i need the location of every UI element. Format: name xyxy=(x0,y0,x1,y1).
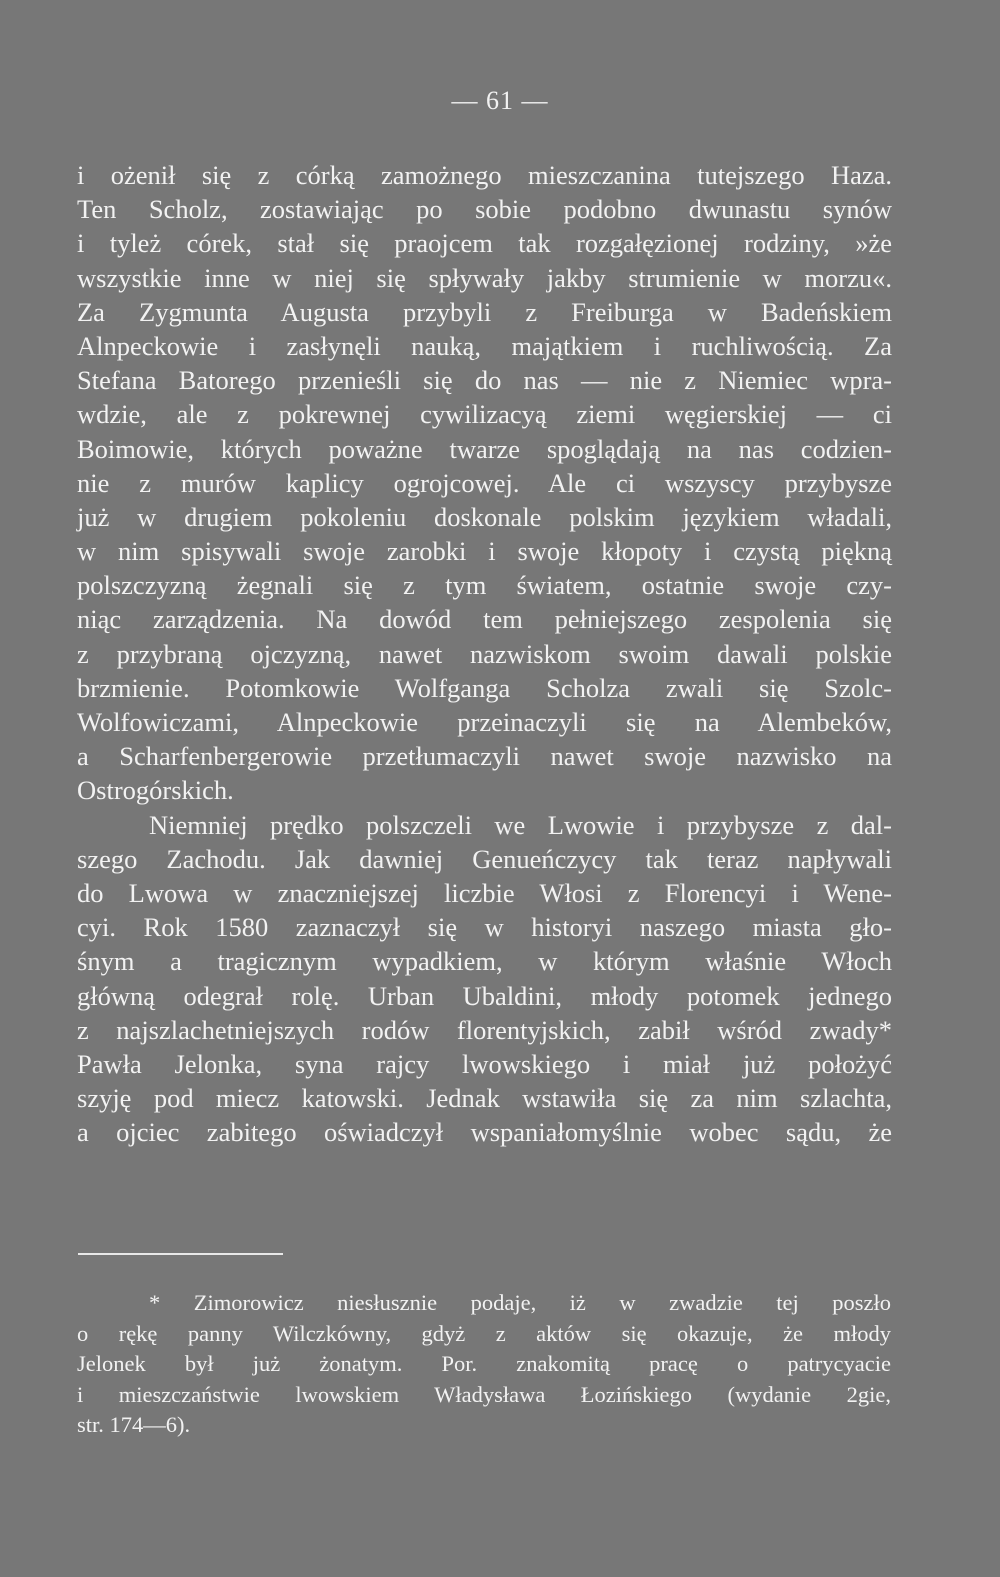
text-line: wszystkie inne w niej się spływały jakby strumienie w morzu«. xyxy=(77,262,892,293)
text-line: polszczyzną żegnali się z tym światem, ostatnie swoje czy- xyxy=(77,570,892,601)
body-text xyxy=(77,158,892,1149)
text-line: i ożenił się z córką zamożnego mieszczanina tutejszego Haza. xyxy=(77,160,892,190)
text-line: brzmienie. Potomkowie Wolfganga Scholza zwali się Szolc- xyxy=(77,672,892,703)
page-number: — 61 — xyxy=(451,86,549,115)
text-line: nie z murów kaplicy ogrojcowej. Ale ci wszyscy przybysze xyxy=(77,467,892,498)
text-line: z przybraną ojczyzną, nawet nazwiskom swoim dawali polskie xyxy=(77,638,892,669)
text-line: i tyleż córek, stał się praojcem tak rozgałęzionej rodziny, »że xyxy=(77,228,892,259)
text-line: śnym a tragicznym wypadkiem, w którym właśnie Włoch xyxy=(77,946,892,977)
text-line: Za Zygmunta Augusta przybyli z Freiburga w Badeńskiem xyxy=(77,296,892,327)
text-line: niąc zarządzenia. Na dowód tem pełniejszego zespolenia się xyxy=(77,604,892,635)
text-line: Boimowie, których poważne twarze spoglądają na nas codzien- xyxy=(77,433,892,464)
footnote-line: i mieszczaństwie lwowskiem Władysława Łozińskiego (wydanie 2gie, xyxy=(77,1381,891,1407)
text-line: już w drugiem pokoleniu doskonale polskim językiem władali, xyxy=(77,501,892,532)
text-line: Stefana Batorego przenieśli się do nas — nie z Niemiec wpra- xyxy=(77,365,892,396)
text-line: do Lwowa w znaczniejszej liczbie Włosi z Florencyi i Wene- xyxy=(77,877,892,908)
text-line: Wolfowiczami, Alnpeckowie przeinaczyli się na Alembeków, xyxy=(77,707,892,737)
text-line: główną odegrał rolę. Urban Ubaldini, młody potomek jednego xyxy=(77,980,892,1011)
text-line: Ostrogórskich. xyxy=(77,775,234,806)
text-line: Niemniej prędko polszczeli we Lwowie i przybysze z dal- xyxy=(149,809,892,840)
text-line: Alnpeckowie i zasłynęli nauką, majątkiem i ruchliwością. Za xyxy=(77,330,892,361)
footnote-divider xyxy=(78,1253,283,1255)
footnote-line: * Zimorowicz niesłusznie podaje, iż w zwadzie tej poszło xyxy=(149,1290,891,1315)
text-line: Ten Scholz, zostawiając po sobie podobno dwunastu synów xyxy=(77,194,892,225)
text-line: szyję pod miecz katowski. Jednak wstawiła się za nim szlachta, xyxy=(77,1083,892,1114)
text-line: cyi. Rok 1580 zaznaczył się w historyi naszego miasta gło- xyxy=(77,912,892,943)
footnote xyxy=(77,1288,891,1441)
text-line: szego Zachodu. Jak dawniej Genueńczycy tak teraz napływali xyxy=(77,843,892,874)
text-line: wdzie, ale z pokrewnej cywilizacyą ziemi węgierskiej — ci xyxy=(77,399,892,430)
footnote-line: str. 174—6). xyxy=(77,1412,191,1437)
text-line: a ojciec zabitego oświadczył wspaniałomyślnie wobec sądu, że xyxy=(77,1117,892,1148)
text-line: w nim spisywali swoje zarobki i swoje kłopoty i czystą piękną xyxy=(77,536,892,567)
footnote-line: Jelonek był już żonatym. Por. znakomitą pracę o patrycyacie xyxy=(77,1351,891,1376)
footnote-line: o rękę panny Wilczkówny, gdyż z aktów się okazuje, że młody xyxy=(77,1320,891,1346)
text-line: Pawła Jelonka, syna rajcy lwowskiego i miał już położyć xyxy=(77,1048,892,1079)
text-line: z najszlachetniejszych rodów florentyjskich, zabił wśród zwady* xyxy=(77,1014,892,1045)
text-line: a Scharfenbergerowie przetłumaczyli nawet swoje nazwisko na xyxy=(77,741,892,772)
